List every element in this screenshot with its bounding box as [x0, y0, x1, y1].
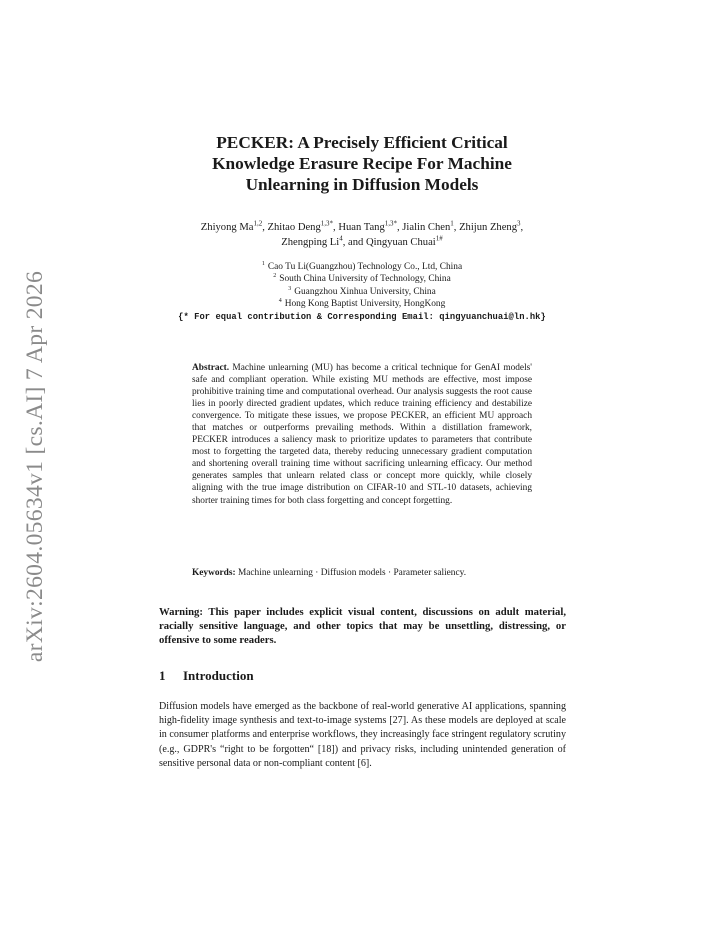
- abstract: [192, 362, 532, 507]
- abstract-text: Machine unlearning (MU) has become a critical technique for GenAI models' safe and compliant operation. While existing MU methods are effective, most impose prohibitive training time and computational overhead. Our analysis suggests the root cause lies in poorly directed gradient updates, which reduce training efficiency and destabilize convergence. To mitigate these issues, we propose PECKER, an efficient MU approach that matches or outperforms prevailing methods. Within a distillation framework, PECKER introduces a saliency mask to prioritize updates to parameters that contribute most to forgetting the targeted data, thereby reducing unnecessary gradient computation and shortening overall training time without sacrificing unlearning efficacy. Our method generates samples that unlearn related class or concept more quickly, while closely aligning with the true image distribution on CIFAR-10 and STL-10 datasets, achieving shorter training times for both class forgetting and concept forgetting.: [192, 363, 532, 506]
- affiliation: $^4$ Hong Kong Baptist University, HongKong: [278, 298, 446, 310]
- author: Jialin Chen$^1$,: [402, 219, 460, 233]
- title-line: PECKER: A Precisely Efficient Critical: [216, 133, 508, 152]
- affiliation-list: [150, 261, 574, 323]
- title-line: Unlearning in Diffusion Models: [245, 175, 479, 194]
- author: Zhijun Zheng$^3$,: [459, 219, 524, 233]
- keywords-label: Keywords:: [192, 568, 236, 578]
- section-number: 1: [159, 668, 166, 683]
- intro-paragraph: Diffusion models have emerged as the backbone of real-world generative AI applications, spanning high-fidelity image synthesis and text-to-image systems [27]. As these models are deployed at scale in consumer platforms and enterprise workflows, they increasingly face stringent regulatory scrutiny (e.g., GDPR's “right to be forgotten“ [18]) and privacy risks, including unintended generation of sensitive personal data or non-compliant content [6].: [159, 701, 566, 769]
- author: Zhiyong Ma$^{1,2}$,: [200, 219, 268, 233]
- section-heading: [159, 668, 254, 684]
- affiliation: $^1$ Cao Tu Li(Guangzhou) Technology Co., Ltd, China: [261, 260, 463, 272]
- title-line: Knowledge Erasure Recipe For Machine: [212, 154, 512, 173]
- author: Zhengping Li$^4$, and: [281, 234, 366, 248]
- affiliation: $^3$ Guangzhou Xinhua University, China: [288, 285, 436, 297]
- author-list: [152, 220, 572, 250]
- arxiv-identifier: arXiv:2604.05634v1 [cs.AI] 7 Apr 2026: [22, 270, 49, 662]
- arxiv-side-stamp: [16, 268, 56, 664]
- corresponding-email-note: {* For equal contribution & Corresponding Email: qingyuanchuai@ln.hk}: [178, 311, 546, 322]
- affiliation: $^2$ South China University of Technology, China: [273, 273, 451, 285]
- author: Huan Tang$^{1,3*}$,: [338, 219, 403, 233]
- author: Qingyuan Chuai$^{1\#}$: [365, 234, 443, 248]
- author: Zhitao Deng$^{1,3*}$,: [267, 219, 339, 233]
- keywords-text: Machine unlearning · Diffusion models · Parameter saliency.: [237, 568, 467, 578]
- content-warning: Warning: This paper includes explicit visual content, discussions on adult material, racially sensitive language, and other topics that may be unsettling, distressing, or offensive to some readers.: [159, 606, 566, 646]
- section-title: Introduction: [183, 668, 254, 683]
- keywords: [192, 568, 538, 578]
- abstract-label: Abstract.: [192, 363, 230, 373]
- paper-title: [158, 132, 566, 195]
